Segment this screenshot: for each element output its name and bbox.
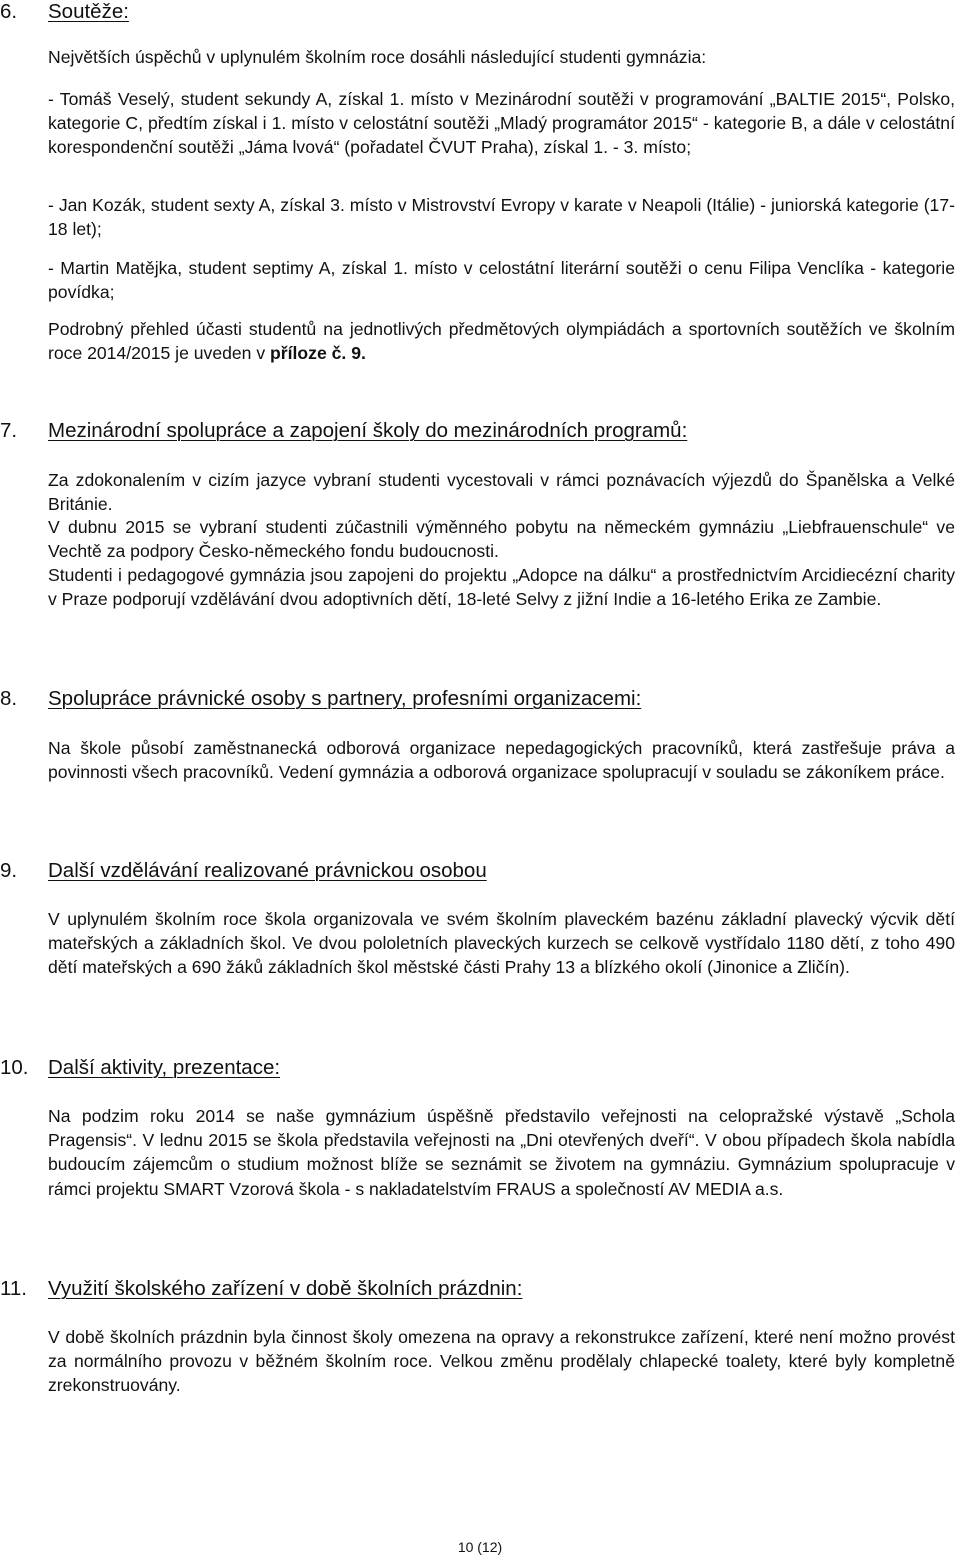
section-title: Další aktivity, prezentace:	[48, 1056, 281, 1079]
detail-end: .	[360, 343, 366, 364]
section-6-item-1: - Tomáš Veselý, student sekundy A, získal 1. místo v Mezinárodní soutěži v programování „BALTIE 2015“, Polsko, kategorie C, předtím získal i 1. místo v celostátní soutěži „Mladý programátor 2015“ - kategorie B, a dále v celostátní korespondenční soutěži „Jáma lvová“ (pořadatel ČVUT Praha), získal 1. - 3. místo;	[48, 89, 955, 158]
appendix-reference: příloze č. 9	[270, 343, 361, 364]
section-9-paragraph-1: V uplynulém školním roce škola organizovala ve svém školním plaveckém bazénu základní plavecký výcvik dětí mateřských a základních škol. Ve dvou pololetních plaveckých kurzech se celkově vystřídalo 1180 dětí, z toho 490 dětí mateřských a 690 žáků základních škol městské části Prahy 13 a blízkého okolí (Jinonice a Zličín).	[48, 909, 955, 978]
section-7-paragraph-2: V dubnu 2015 se vybraní studenti zúčastnili výměnného pobytu na německém gymnáziu „Liebfrauenschule“ ve Vechtě za podpory Česko-německého fondu budoucnosti.	[48, 517, 955, 562]
detail-text: Podrobný přehled účasti studentů na jednotlivých předmětových olympiádách a sportovních soutěžích ve školním roce 2014/2015 je uveden v	[48, 319, 955, 364]
section-8-paragraph-1: Na škole působí zaměstnanecká odborová organizace nepedagogických pracovníků, která zastřešuje práva a povinnosti všech pracovníků. Vedení gymnázia a odborová organizace spolupracují v souladu se zákoníkem práce.	[48, 738, 955, 783]
section-number: 10.	[0, 1056, 29, 1079]
section-title: Další vzdělávání realizované právnickou osobou	[48, 859, 487, 882]
section-title: Mezinárodní spolupráce a zapojení školy do mezinárodních programů:	[48, 419, 688, 442]
section-title: Spolupráce právnické osoby s partnery, profesními organizacemi:	[48, 687, 642, 710]
section-6-item-3: - Martin Matějka, student septimy A, získal 1. místo v celostátní literární soutěži o cenu Filipa Venclíka - kategorie povídka;	[48, 258, 955, 303]
section-number: 7.	[0, 419, 18, 442]
section-title: Využití školského zařízení v době školních prázdnin:	[48, 1277, 523, 1300]
section-10-paragraph-1: Na podzim roku 2014 se naše gymnázium úspěšně představilo veřejnosti na celopražské výstavě „Schola Pragensis“. V lednu 2015 se škola představila veřejnosti na „Dni otevřených dveří“. V obou případech škola nabídla budoucím zájemcům o studium možnost blíže se seznámit se životem na gymnáziu. Gymnázium spolupracuje v rámci projektu SMART Vzorová škola - s nakladatelstvím FRAUS a společností AV MEDIA a.s.	[48, 1106, 955, 1199]
section-6-detail	[48, 317, 955, 365]
section-7-paragraph-3: Studenti i pedagogové gymnázia jsou zapojeni do projektu „Adopce na dálku“ a prostřednictvím Arcidiecézní charity v Praze podporují vzdělávání dvou adoptivních dětí, 18-leté Selvy z jižní Indie a 16-letého Erika ze Zambie.	[48, 565, 955, 610]
section-7-paragraph-1: Za zdokonalením v cizím jazyce vybraní studenti vycestovali v rámci poznávacích výjezdů do Španělska a Velké Británie.	[48, 470, 955, 515]
section-number: 8.	[0, 687, 18, 710]
page-number: 10 (12)	[457, 1539, 503, 1555]
section-11-paragraph-1: V době školních prázdnin byla činnost školy omezena na opravy a rekonstrukce zařízení, které není možno provést za normálního provozu v běžném školním roce. Velkou změnu prodělaly chlapecké toalety, které byly kompletně zrekonstruovány.	[48, 1327, 955, 1396]
section-number: 9.	[0, 859, 18, 882]
section-6-intro: Největších úspěchů v uplynulém školním roce dosáhli následující studenti gymnázia:	[48, 47, 707, 67]
section-number: 6.	[0, 0, 18, 23]
section-number: 11.	[0, 1277, 27, 1300]
section-6-item-2: - Jan Kozák, student sexty A, získal 3. místo v Mistrovství Evropy v karate v Neapoli (Itálie) - juniorská kategorie (17-18 let);	[48, 195, 955, 240]
section-title: Soutěže:	[48, 0, 129, 23]
